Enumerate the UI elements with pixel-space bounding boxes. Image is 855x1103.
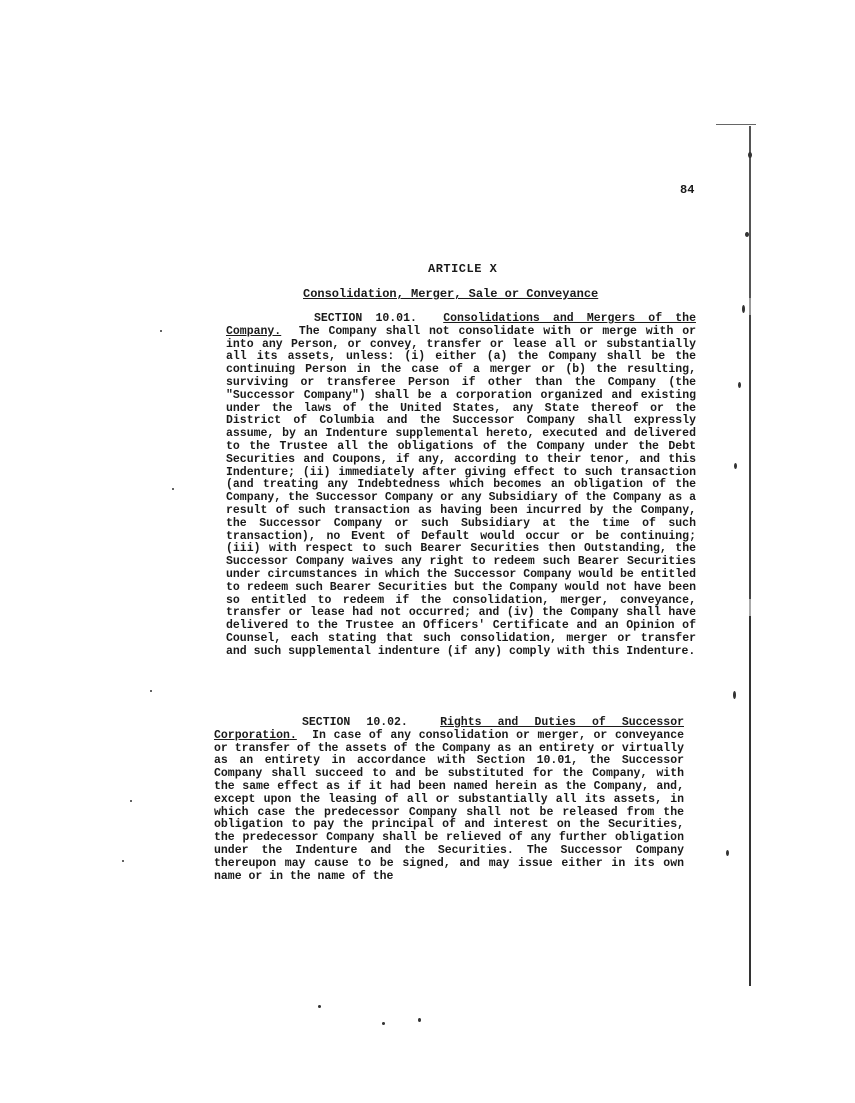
scan-speck <box>172 488 174 490</box>
scan-speck <box>738 382 741 388</box>
scan-speck <box>130 800 132 802</box>
scan-speck <box>726 850 729 856</box>
section-10-01 <box>226 313 696 659</box>
scan-speck <box>745 232 749 237</box>
scan-speck <box>418 1018 421 1022</box>
section-title: Rights and Duties of Successor Corporation. <box>214 716 684 742</box>
section-body-text: In case of any consolidation or merger, or conveyance or transfer of the assets of the Company as an entirety or virtually as an entirety in accordance with Section 10.01, the Successor Company shall succeed to and be substituted for the Company, with the same effect as if it had been named herein as the Company, and, except upon the leasing of all or substantially all its assets, in which case the predecessor Company shall not be released from the obligation to pay the principal of and interest on the Securities, the predecessor Company shall be relieved of any further obligation under the Indenture and the Securities. The Successor Company thereupon may cause to be signed, and may issue either in its own name or in the name of the <box>214 728 684 883</box>
article-number: ARTICLE X <box>428 262 498 276</box>
section-10-02 <box>214 717 684 883</box>
scan-speck <box>318 1005 321 1008</box>
scan-speck <box>733 691 736 699</box>
scan-speck <box>734 463 737 469</box>
section-title: Consolidations and Mergers of the Company. <box>226 312 696 338</box>
scan-speck <box>160 330 162 332</box>
page-number: 84 <box>680 183 695 197</box>
scan-speck <box>382 1022 385 1025</box>
scan-edge-line <box>749 126 751 986</box>
top-rule <box>716 124 756 125</box>
scan-speck <box>122 860 124 862</box>
section-heading: SECTION 10.02. <box>302 716 408 729</box>
scan-speck <box>742 305 745 313</box>
article-title: Consolidation, Merger, Sale or Conveyance <box>303 287 599 301</box>
section-heading: SECTION 10.01. <box>314 312 417 325</box>
section-body-text: The Company shall not consolidate with or merge with or into any Person, or convey, transfer or lease all or substantially all its assets, unless: (i) either (a) the Company shall be the continuing Person in the case of a merger or (b) the resulting, surviving or transferee Person if other than the Company (the "Successor Company") shall be a corporation organized and existing under the laws of the United States, any State thereof or the District of Columbia and the Successor Company shall expressly assume, by an Indenture supplemental hereto, executed and delivered to the Trustee all the obligations of the Company under the Debt Securities and Coupons, if any, according to their tenor, and this Indenture; (ii) immediately after giving effect to such transaction (and treating any Indebtedness which becomes an obligation of the Company, the Successor Company or any Subsidiary of the Company as a result of such transaction as having been incurred by the Company, the Successor Company or such Subsidiary at the time of such transaction), no Event of Default would occur or be continuing; (iii) with respect to such Bearer Securities then Outstanding, the Successor Company waives any right to redeem such Bearer Securities under circumstances in which the Successor Company would be entitled to redeem such Bearer Securities but the Company would not have been so entitled to redeem if the consolidation, merger, conveyance, transfer or lease had not occurred; and (iv) the Company shall have delivered to the Trustee an Officers' Certificate and an Opinion of Counsel, each stating that such consolidation, merger or transfer and such supplemental indenture (if any) comply with this Indenture. <box>226 324 696 658</box>
scan-speck <box>748 152 752 158</box>
scan-speck <box>150 690 152 692</box>
